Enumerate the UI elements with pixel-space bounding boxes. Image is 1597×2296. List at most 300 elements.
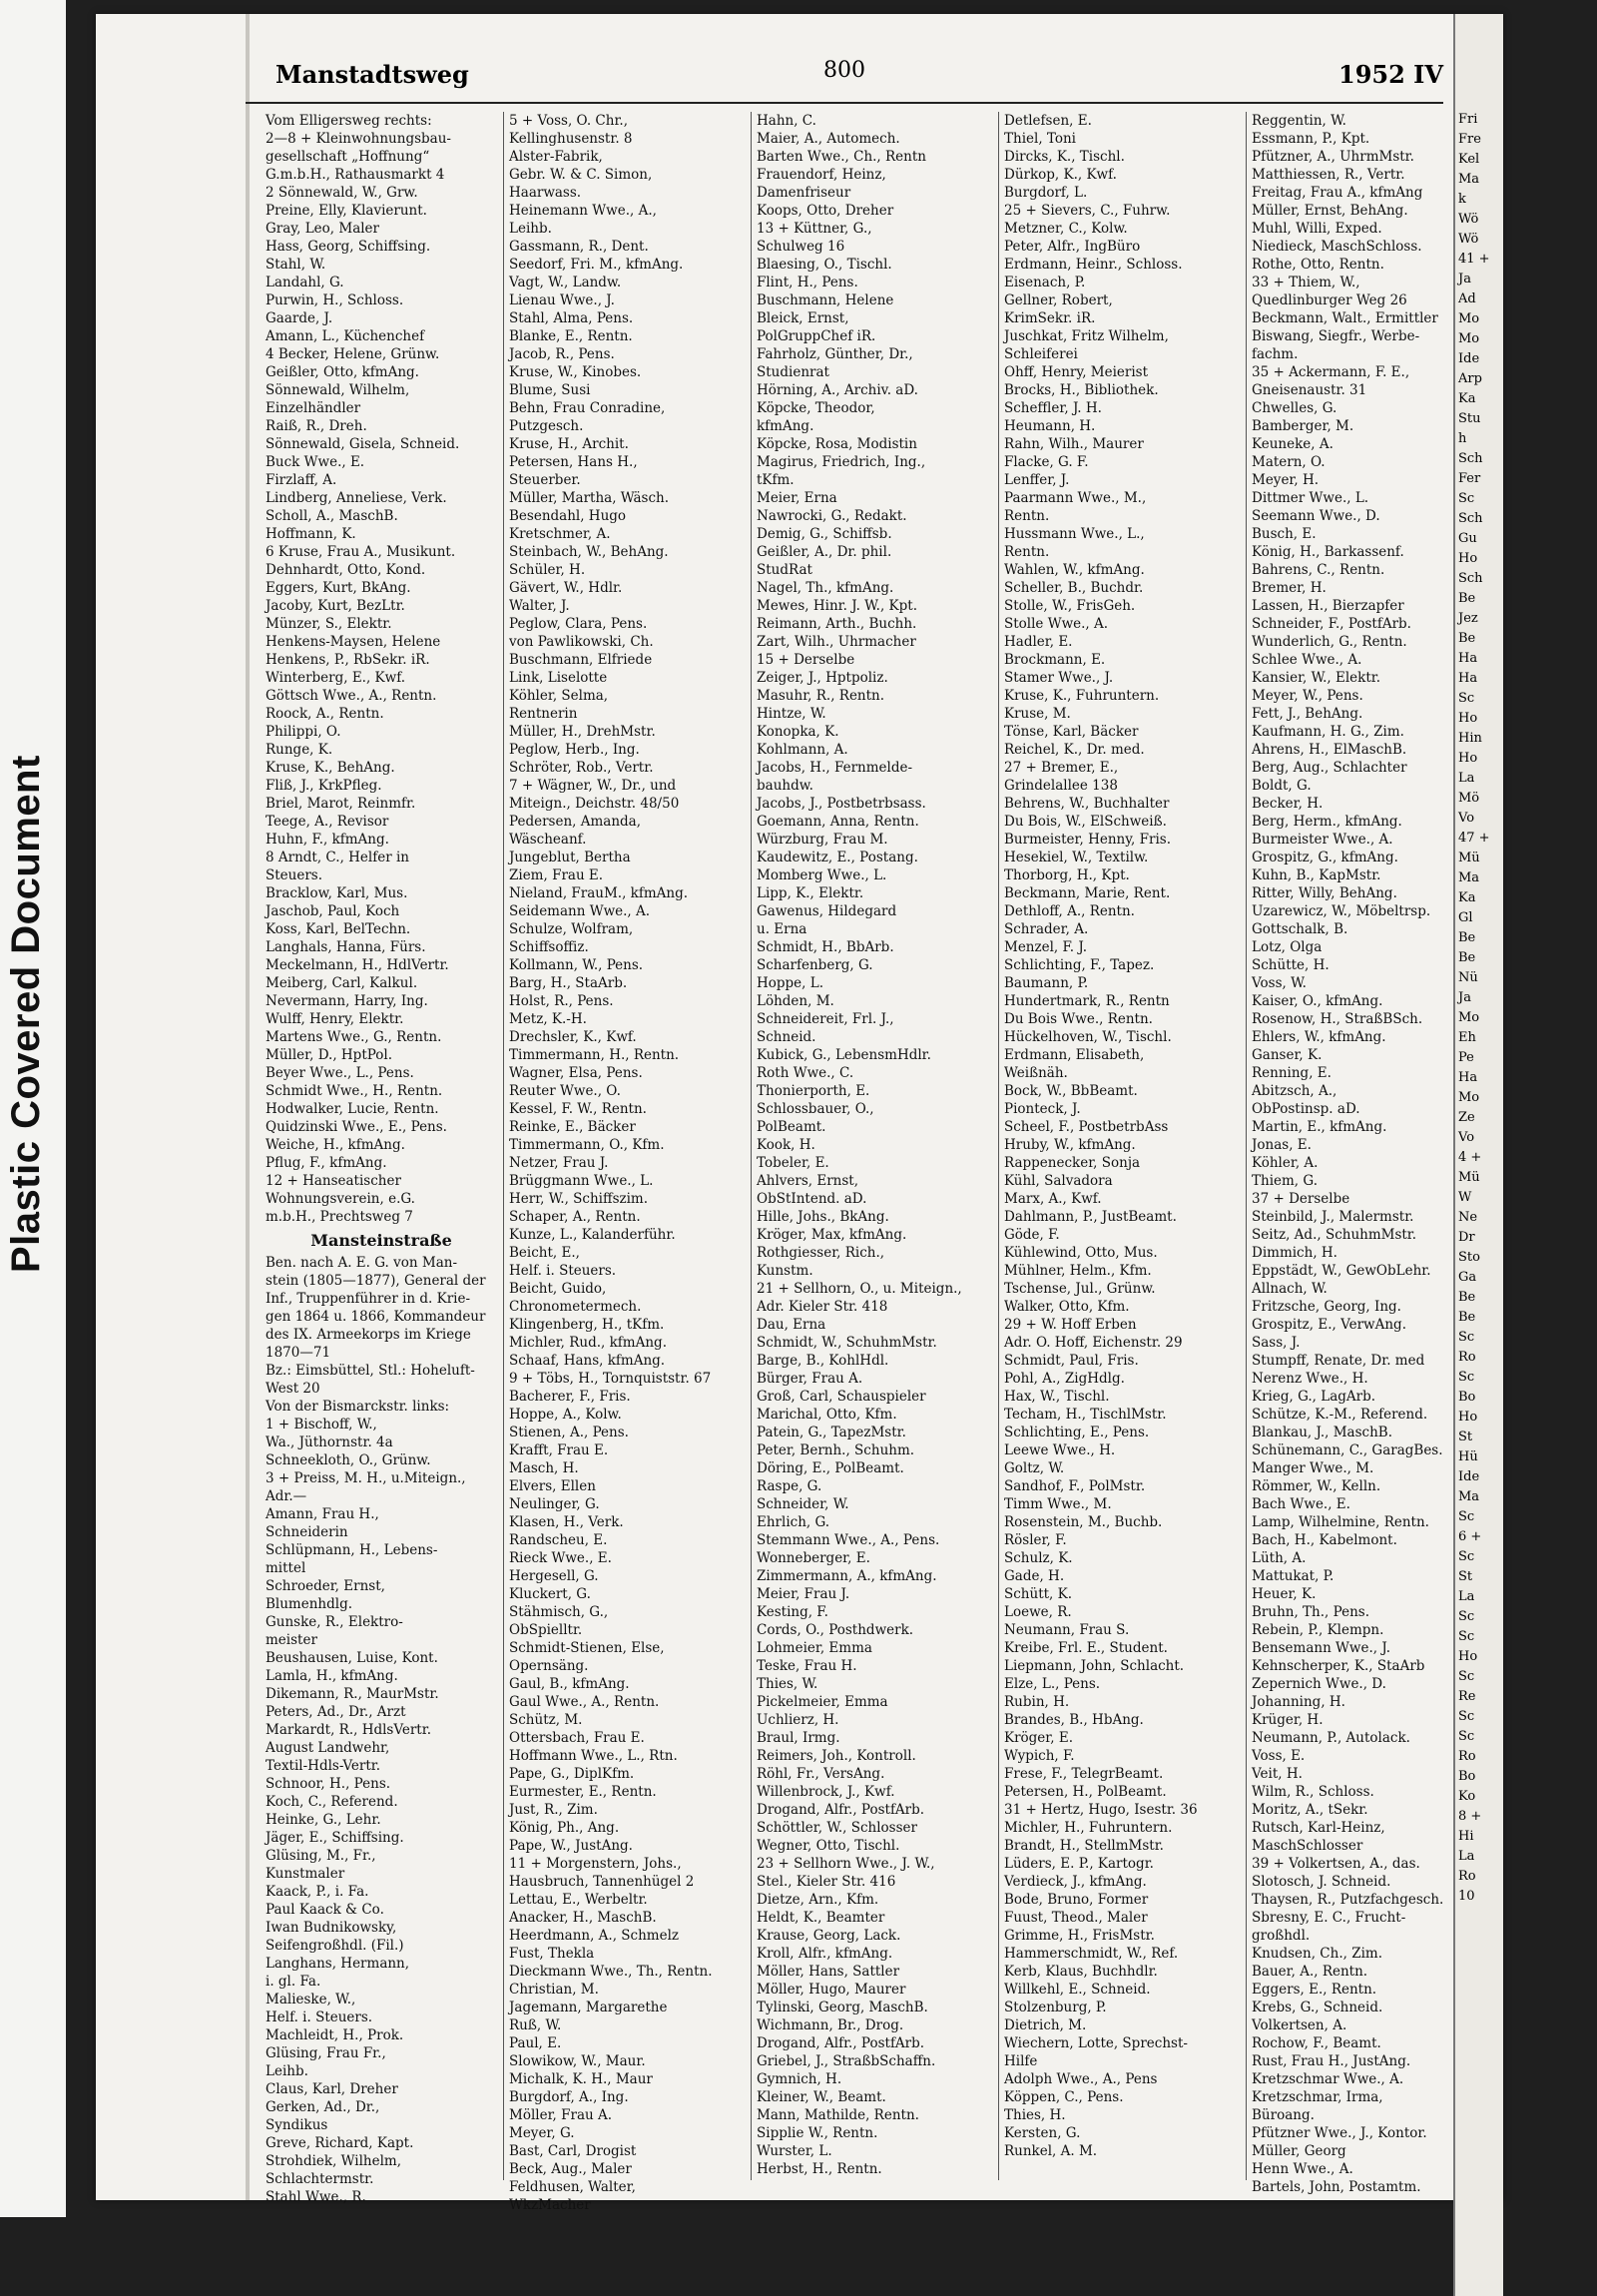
directory-entry: Gottschalk, B. [1252, 921, 1348, 937]
next-page-fragment: Ad [1458, 291, 1476, 306]
next-page-fragment: Mö [1458, 791, 1480, 806]
directory-entry: Jagemann, Margarethe [509, 2000, 668, 2015]
directory-entry: Bracklow, Karl, Mus. [266, 885, 408, 901]
next-page-fragment: Ha [1458, 651, 1478, 666]
column-divider [998, 112, 999, 2180]
directory-entry: Rappenecker, Sonja [1004, 1155, 1141, 1171]
directory-entry: König, H., Barkassenf. [1252, 544, 1404, 560]
next-page-fragment: Ma [1458, 1489, 1480, 1504]
directory-entry: StudRat [757, 562, 812, 578]
directory-entry: Pfützner Wwe., J., Kontor. [1252, 2125, 1427, 2141]
directory-entry: Schulweg 16 [757, 239, 845, 255]
directory-entry: Hoppe, A., Kolw. [509, 1407, 622, 1423]
column-divider [751, 112, 752, 2180]
next-page-fragment: Ho [1458, 711, 1478, 726]
directory-entry: Geißler, Otto, kfmAng. [266, 364, 419, 380]
directory-entry: Klasen, H., Verk. [509, 1514, 624, 1530]
directory-entry: Helf. i. Steuers. [266, 2009, 373, 2025]
directory-entry: Huhn, F., kfmAng. [266, 832, 389, 848]
directory-entry: Studienrat [757, 364, 829, 380]
directory-entry: PolGruppChef iR. [757, 328, 876, 344]
next-page-fragment: 8 + [1458, 1809, 1482, 1824]
directory-entry: Ben. nach A. E. G. von Man- [266, 1255, 457, 1271]
directory-entry: Rochow, F., Beamt. [1252, 2035, 1381, 2051]
directory-entry: Köpcke, Rosa, Modistin [757, 436, 917, 452]
directory-entry: Pfützner, A., UhrmMstr. [1252, 149, 1414, 165]
next-page-fragment: Be [1458, 591, 1476, 606]
directory-entry: Stumpff, Renate, Dr. med [1252, 1353, 1425, 1369]
directory-entry: Rust, Frau H., JustAng. [1252, 2053, 1411, 2069]
directory-entry: Hruby, W., kfmAng. [1004, 1137, 1136, 1153]
directory-entry: Flacke, G. F. [1004, 454, 1089, 470]
directory-entry: Pape, W., JustAng. [509, 1838, 633, 1854]
next-page-fragment: Hin [1458, 731, 1482, 746]
directory-entry: Jaschob, Paul, Koch [266, 903, 400, 919]
directory-entry: Opernsäng. [509, 1658, 589, 1674]
directory-entry: Menzel, F. J. [1004, 939, 1088, 955]
directory-entry: 8 Arndt, C., Helfer in [266, 850, 409, 865]
directory-entry: Quidzinski Wwe., E., Pens. [266, 1119, 447, 1135]
next-page-fragment: Sc [1458, 1609, 1475, 1624]
directory-entry: Meier, Frau J. [757, 1586, 850, 1602]
directory-entry: Paarmann Wwe., M., [1004, 490, 1147, 506]
directory-entry: Link, Liselotte [509, 670, 608, 686]
directory-entry: Dikemann, R., MaurMstr. [266, 1686, 439, 1702]
directory-entry: Leihb. [509, 221, 552, 237]
directory-entry: Schütze, K.-M., Referend. [1252, 1407, 1428, 1423]
directory-entry: Groß, Carl, Schauspieler [757, 1389, 926, 1405]
directory-entry: Kunstmaler [266, 1866, 345, 1882]
directory-entry: Meckelmann, H., HdlVertr. [266, 957, 449, 973]
directory-entry: Ahlvers, Ernst, [757, 1173, 858, 1189]
directory-entry: Schmidt, H., BbArb. [757, 939, 894, 955]
directory-entry: Rieck Wwe., E. [509, 1550, 612, 1566]
directory-entry: Bartels, John, Postamtm. [1252, 2179, 1421, 2195]
directory-entry: Helf. i. Steuers. [509, 1263, 617, 1279]
directory-entry: Hoppe, L. [757, 975, 824, 991]
directory-entry: Greve, Richard, Kapt. [266, 2135, 414, 2151]
directory-entry: Randscheu, E. [509, 1532, 608, 1548]
directory-entry: Weißnäh. [1004, 1065, 1068, 1081]
next-page-fragment: Hü [1458, 1449, 1478, 1464]
next-page-fragment: Sch [1458, 511, 1483, 526]
directory-entry: Malieske, W., [266, 1992, 356, 2008]
directory-entry: West 20 [266, 1381, 320, 1397]
directory-entry: Rahn, Wilh., Maurer [1004, 436, 1144, 452]
directory-entry: Alster-Fabrik, [509, 149, 603, 165]
header-street: Manstadtsweg [275, 60, 469, 89]
directory-entry: Peglow, Herb., Ing. [509, 742, 640, 758]
directory-entry: 25 + Sievers, C., Fuhrw. [1004, 203, 1171, 219]
directory-entry: Beck, Aug., Maler [509, 2161, 632, 2177]
directory-entry: Dieckmann Wwe., Th., Rentn. [509, 1964, 713, 1980]
directory-entry: Kesting, F. [757, 1604, 828, 1620]
directory-entry: Würzburg, Frau M. [757, 832, 888, 848]
directory-entry: Petersen, Hans H., [509, 454, 638, 470]
directory-entry: Behn, Frau Conradine, [509, 400, 666, 416]
directory-entry: Brockmann, E. [1004, 652, 1106, 668]
directory-entry: Müller, Martha, Wäsch. [509, 490, 669, 506]
next-page-fragment: Vo [1458, 1130, 1475, 1145]
directory-entry: Just, R., Zim. [509, 1802, 598, 1818]
directory-entry: Thies, H. [1004, 2107, 1066, 2123]
directory-entry: Michler, Rud., kfmAng. [509, 1335, 667, 1351]
next-page-fragment: Sc [1458, 491, 1475, 506]
directory-entry: Bamberger, M. [1252, 418, 1354, 434]
directory-entry: Becker, H. [1252, 796, 1324, 812]
directory-entry: Hadler, E. [1004, 634, 1073, 650]
directory-entry: Köhler, Selma, [509, 688, 609, 704]
directory-entry: u. Erna [757, 921, 807, 937]
directory-entry: Eppstädt, W., GewObLehr. [1252, 1263, 1431, 1279]
next-page-fragment: Mo [1458, 1090, 1480, 1105]
directory-entry: Frese, F., TelegrBeamt. [1004, 1766, 1164, 1782]
next-page-fragment: Sc [1458, 1370, 1475, 1385]
directory-entry: Beicht, E., [509, 1245, 580, 1261]
directory-entry: Drogand, Alfr., PostfArb. [757, 1802, 925, 1818]
directory-entry: Netzer, Frau J. [509, 1155, 609, 1171]
directory-entry: Steinbild, J., Malermstr. [1252, 1209, 1414, 1225]
column-1 [266, 112, 497, 2205]
next-page-fragment: Sc [1458, 1330, 1475, 1345]
directory-entry: Brocks, H., Bibliothek. [1004, 382, 1159, 398]
directory-entry: Bensemann Wwe., J. [1252, 1640, 1391, 1656]
directory-entry: Buck Wwe., E. [266, 454, 365, 470]
directory-entry: Kunstm. [757, 1263, 813, 1279]
directory-entry: Lipp, K., Elektr. [757, 885, 864, 901]
directory-entry: Kluckert, G. [509, 1586, 591, 1602]
directory-entry: Schneekloth, O., Grünw. [266, 1452, 431, 1468]
directory-entry: Abitzsch, A., [1252, 1083, 1337, 1099]
directory-entry: Adolph Wwe., A., Pens [1004, 2071, 1158, 2087]
directory-entry: Stel., Kieler Str. 416 [757, 1874, 896, 1890]
directory-entry: Krafft, Frau E. [509, 1442, 609, 1458]
directory-entry: Erdmann, Elisabeth, [1004, 1047, 1145, 1063]
column-3 [757, 112, 992, 2180]
directory-entry: Henkens-Maysen, Helene [266, 634, 441, 650]
directory-entry: Busch, E. [1252, 526, 1317, 542]
directory-entry: Iwan Budnikowsky, [266, 1920, 397, 1936]
directory-entry: Göttsch Wwe., A., Rentn. [266, 688, 437, 704]
directory-entry: Meyer, G. [509, 2125, 575, 2141]
directory-entry: Rosenow, H., StraßBSch. [1252, 1011, 1423, 1027]
directory-entry: MaschSchlosser [1252, 1838, 1363, 1854]
directory-entry: 11 + Morgenstern, Johs., [509, 1856, 682, 1872]
directory-entry: Konopka, K. [757, 724, 839, 740]
directory-entry: gesellschaft „Hoffnung“ [266, 149, 430, 165]
next-page-fragment: Ho [1458, 1649, 1478, 1664]
directory-entry: Schnoor, H., Pens. [266, 1776, 391, 1792]
directory-entry: Grindelallee 138 [1004, 778, 1118, 794]
directory-entry: Nerenz Wwe., H. [1252, 1371, 1368, 1387]
directory-entry: Walter, J. [509, 598, 570, 614]
directory-entry: Heumann, H. [1004, 418, 1096, 434]
directory-entry: Lüth, A. [1252, 1550, 1307, 1566]
directory-entry: Wurster, L. [757, 2143, 832, 2159]
directory-entry: Reichel, K., Dr. med. [1004, 742, 1145, 758]
directory-entry: Schmidt, W., SchuhmMstr. [757, 1335, 937, 1351]
directory-entry: Zeiger, J., Hptpoliz. [757, 670, 888, 686]
directory-entry: Bruhn, Th., Pens. [1252, 1604, 1369, 1620]
directory-entry: Gray, Leo, Maler [266, 221, 379, 237]
directory-entry: Herr, W., Schiffszim. [509, 1191, 649, 1207]
directory-entry: Stienen, A., Pens. [509, 1425, 629, 1440]
directory-entry: Putzgesch. [509, 418, 584, 434]
directory-entry: Freitag, Frau A., kfmAng [1252, 185, 1423, 201]
next-page-fragment: Sc [1458, 1629, 1475, 1644]
directory-entry: Weiche, H., kfmAng. [266, 1137, 405, 1153]
directory-entry: Beicht, Guido, [509, 1281, 607, 1297]
directory-entry: Gebr. W. & C. Simon, [509, 167, 653, 183]
directory-entry: Liepmann, John, Schlacht. [1004, 1658, 1185, 1674]
directory-entry: Maier, A., Automech. [757, 131, 900, 147]
directory-entry: Jungeblut, Bertha [509, 850, 631, 865]
next-page-fragment: Ha [1458, 671, 1478, 686]
directory-entry: Besendahl, Hugo [509, 508, 627, 524]
directory-entry: Schleiferei [1004, 346, 1078, 362]
directory-entry: Schaaf, Hans, kfmAng. [509, 1353, 666, 1369]
directory-entry: Goltz, W. [1004, 1460, 1065, 1476]
directory-entry: Hammerschmidt, W., Ref. [1004, 1946, 1179, 1962]
directory-entry: Göde, F. [1004, 1227, 1060, 1243]
directory-entry: Nevermann, Harry, Ing. [266, 993, 428, 1009]
directory-entry: Kollmann, W., Pens. [509, 957, 644, 973]
next-page-fragment: Sc [1458, 1549, 1475, 1564]
directory-entry: Schütz, M. [509, 1712, 583, 1728]
directory-entry: Gaarde, J. [266, 310, 333, 326]
directory-entry: Seitz, Ad., SchuhmMstr. [1252, 1227, 1417, 1243]
directory-entry: Bauer, A., Rentn. [1252, 1964, 1368, 1980]
directory-entry: Essmann, P., Kpt. [1252, 131, 1370, 147]
directory-entry: Detlefsen, E. [1004, 113, 1092, 129]
next-page-fragment: Ne [1458, 1210, 1478, 1225]
directory-entry: Schlossbauer, O., [757, 1101, 874, 1117]
page-header [246, 52, 1443, 104]
directory-entry: Kubick, G., LebensmHdlr. [757, 1047, 931, 1063]
directory-entry: kfmAng. [757, 418, 814, 434]
directory-entry: Lenffer, J. [1004, 472, 1070, 488]
next-page-fragment: Ma [1458, 172, 1480, 187]
section-heading: Mansteinstraße [310, 1231, 452, 1250]
directory-entry: ObSpielltr. [509, 1622, 583, 1638]
directory-entry: Klingenberg, H., tKfm. [509, 1317, 665, 1333]
directory-entry: Peglow, Clara, Pens. [509, 616, 648, 632]
next-page-fragment: Mü [1458, 1170, 1480, 1185]
directory-entry: Willkehl, E., Schneid. [1004, 1982, 1151, 1998]
directory-entry: Zart, Wilh., Uhrmacher [757, 634, 916, 650]
directory-entry: Pape, G., DiplKfm. [509, 1766, 635, 1782]
directory-entry: Rösler, F. [1004, 1532, 1067, 1548]
directory-entry: Paul, E. [509, 2035, 562, 2051]
directory-entry: Ahrens, H., ElMaschB. [1252, 742, 1407, 758]
directory-entry: Manger Wwe., M. [1252, 1460, 1374, 1476]
directory-entry: Pohl, A., ZigHdlg. [1004, 1371, 1125, 1387]
next-page-fragment: Ho [1458, 551, 1478, 566]
directory-entry: Heldt, K., Beamter [757, 1910, 885, 1926]
directory-entry: Adr. Kieler Str. 418 [757, 1299, 888, 1315]
directory-entry: Schmidt Wwe., H., Rentn. [266, 1083, 443, 1099]
next-page-fragment: St [1458, 1569, 1473, 1584]
next-page-fragment: Hi [1458, 1829, 1474, 1844]
next-page-fragment: Ide [1458, 1469, 1480, 1484]
directory-columns [246, 112, 1444, 2213]
directory-entry: 31 + Hertz, Hugo, Isestr. 36 [1004, 1802, 1198, 1818]
directory-entry: 39 + Volkertsen, A., das. [1252, 1856, 1420, 1872]
next-page-fragment: Ro [1458, 1749, 1476, 1764]
next-page-fragment: Gu [1458, 531, 1477, 546]
directory-entry: Möller, Frau A. [509, 2107, 613, 2123]
directory-entry: 21 + Sellhorn, O., u. Miteign., [757, 1281, 962, 1297]
directory-entry: Magirus, Friedrich, Ing., [757, 454, 926, 470]
directory-entry: Grospitz, E., VerwAng. [1252, 1317, 1406, 1333]
directory-entry: Nieland, FrauM., kfmAng. [509, 885, 689, 901]
directory-entry: Niedieck, MaschSchloss. [1252, 239, 1422, 255]
directory-entry: tKfm. [757, 472, 795, 488]
directory-entry: Briel, Marot, Reinmfr. [266, 796, 416, 812]
directory-entry: Vom Elligersweg rechts: [266, 113, 432, 129]
directory-entry: Kook, H. [757, 1137, 815, 1153]
directory-entry: bauhdw. [757, 778, 813, 794]
directory-entry: Machleidt, H., Prok. [266, 2027, 404, 2043]
directory-entry: Sipplie W., Rentn. [757, 2125, 878, 2141]
directory-entry: Schmidt-Stienen, Else, [509, 1640, 665, 1656]
directory-entry: 29 + W. Hoff Erben [1004, 1317, 1137, 1333]
directory-entry: Schrader, A. [1004, 921, 1089, 937]
directory-entry: Vagt, W., Landw. [509, 275, 622, 290]
directory-entry: Neumann, P., Autolack. [1252, 1730, 1410, 1746]
directory-entry: 3 + Preiss, M. H., u.Miteign., [266, 1470, 466, 1486]
directory-entry: Ziem, Frau E. [509, 867, 604, 883]
next-page-fragment: Wö [1458, 212, 1479, 227]
directory-entry: Kansier, W., Elektr. [1252, 670, 1381, 686]
directory-entry: Kühl, Salvadora [1004, 1173, 1113, 1189]
directory-entry: Wahlen, W., kfmAng. [1004, 562, 1145, 578]
directory-entry: Feldhusen, Walter, [509, 2179, 636, 2195]
directory-entry: 12 + Hanseatischer [266, 1173, 401, 1189]
directory-entry: Fahrholz, Günther, Dr., [757, 346, 913, 362]
directory-entry: Fust, Thekla [509, 1946, 595, 1962]
directory-entry: Reggentin, W. [1252, 113, 1346, 129]
directory-entry: Raiß, R., Dreh. [266, 418, 367, 434]
directory-entry: Claus, Karl, Dreher [266, 2081, 398, 2097]
directory-entry: Holst, R., Pens. [509, 993, 614, 1009]
directory-entry: Seifengroßhdl. (Fil.) [266, 1938, 404, 1954]
directory-entry: Löhden, M. [757, 993, 834, 1009]
directory-entry: Berg, Aug., Schlachter [1252, 760, 1407, 776]
directory-entry: Möller, Hugo, Maurer [757, 1982, 906, 1998]
directory-entry: Bahrens, C., Rentn. [1252, 562, 1385, 578]
directory-entry: Rothe, Otto, Rentn. [1252, 257, 1384, 273]
next-page-fragment: Pe [1458, 1050, 1474, 1065]
directory-entry: Kruse, K., BehAng. [266, 760, 395, 776]
next-page-fragment: Re [1458, 1689, 1476, 1704]
directory-entry: Hörning, A., Archiv. aD. [757, 382, 918, 398]
directory-entry: Quedlinburger Weg 26 [1252, 292, 1407, 308]
directory-entry: Hille, Johs., BkAng. [757, 1209, 889, 1225]
directory-entry: Kleiner, W., Beamt. [757, 2089, 886, 2105]
directory-entry: Sbresny, E. C., Frucht- [1252, 1910, 1406, 1926]
directory-entry: Bach, H., Kabelmont. [1252, 1532, 1397, 1548]
directory-entry: Wonneberger, E. [757, 1550, 870, 1566]
directory-entry: Demig, G., Schiffsb. [757, 526, 892, 542]
directory-entry: Marx, A., Kwf. [1004, 1191, 1102, 1207]
next-page-fragment: Ja [1458, 272, 1471, 287]
directory-entry: Ganser, K. [1252, 1047, 1323, 1063]
directory-entry: Thies, W. [757, 1676, 818, 1692]
directory-entry: Hahn, C. [757, 113, 816, 129]
next-page-fragment: Bo [1458, 1390, 1476, 1405]
directory-entry: Bock, W., BbBeamt. [1004, 1083, 1138, 1099]
directory-entry: Reimann, Arth., Buchh. [757, 616, 917, 632]
next-page-fragment: Mo [1458, 311, 1480, 326]
directory-entry: Lassen, H., Bierzapfer [1252, 598, 1404, 614]
directory-entry: Bz.: Eimsbüttel, Stl.: Hoheluft- [266, 1363, 475, 1379]
directory-entry: Biswang, Siegfr., Werbe- [1252, 328, 1420, 344]
directory-entry: Gneisenaustr. 31 [1252, 382, 1367, 398]
directory-entry: Nawrocki, G., Redakt. [757, 508, 907, 524]
directory-entry: Thorborg, H., Kpt. [1004, 867, 1130, 883]
directory-entry: Rebein, P., Klempn. [1252, 1622, 1384, 1638]
directory-entry: Hausbruch, Tannenhügel 2 [509, 1874, 695, 1890]
next-page-fragment: Ide [1458, 351, 1480, 366]
directory-entry: 1870—71 [266, 1345, 331, 1361]
directory-entry: Kroll, Alfr., kfmAng. [757, 1946, 893, 1962]
directory-entry: 13 + Küttner, G., [757, 221, 872, 237]
directory-entry: Beyer Wwe., L., Pens. [266, 1065, 414, 1081]
directory-entry: ObPostinsp. aD. [1252, 1101, 1360, 1117]
directory-entry: Kretschmer, A. [509, 526, 611, 542]
directory-entry: Bleick, Ernst, [757, 310, 849, 326]
directory-entry: Gunske, R., Elektro- [266, 1614, 403, 1630]
directory-entry: Haarwass. [509, 185, 582, 201]
directory-entry: Martens Wwe., G., Rentn. [266, 1029, 442, 1045]
directory-entry: Röhl, Fr., VersAng. [757, 1766, 885, 1782]
directory-entry: Hilfe [1004, 2053, 1038, 2069]
directory-entry: Runge, K. [266, 742, 333, 758]
directory-entry: August Landwehr, [266, 1740, 390, 1756]
directory-entry: Gävert, W., Hdlr. [509, 580, 623, 596]
directory-entry: Timmermann, H., Rentn. [509, 1047, 680, 1063]
directory-entry: Meier, Erna [757, 490, 837, 506]
directory-entry: Jacob, R., Pens. [509, 346, 615, 362]
directory-entry: Knudsen, Ch., Zim. [1252, 1946, 1382, 1962]
directory-entry: Schneider, W. [757, 1496, 849, 1512]
directory-entry: Blankau, J., MaschB. [1252, 1425, 1392, 1440]
directory-entry: Grimme, H., FrisMstr. [1004, 1928, 1155, 1944]
directory-entry: Neumann, Frau S. [1004, 1622, 1130, 1638]
next-page-fragment: Ze [1458, 1110, 1475, 1125]
directory-entry: Beckmann, Walt., Ermittler [1252, 310, 1438, 326]
directory-entry: Bremer, H. [1252, 580, 1327, 596]
directory-entry: Jacobs, H., Fernmelde- [757, 760, 913, 776]
directory-entry: Ottersbach, Frau E. [509, 1730, 645, 1746]
directory-entry: Jonas, E. [1252, 1137, 1312, 1153]
directory-entry: Thaysen, R., Putzfachgesch. [1252, 1892, 1444, 1908]
directory-entry: Neulinger, G. [509, 1496, 600, 1512]
directory-entry: Von der Bismarckstr. links: [266, 1399, 450, 1415]
directory-entry: Boldt, G. [1252, 778, 1312, 794]
directory-entry: Schröter, Rob., Vertr. [509, 760, 654, 776]
directory-entry: Hussmann Wwe., L., [1004, 526, 1145, 542]
directory-entry: Rentn. [1004, 544, 1050, 560]
directory-entry: Drogand, Alfr., PostfArb. [757, 2035, 925, 2051]
directory-entry: Dittmer Wwe., L. [1252, 490, 1369, 506]
directory-entry: Mühlner, Helm., Kfm. [1004, 1263, 1152, 1279]
directory-entry: Lamla, H., kfmAng. [266, 1668, 398, 1684]
directory-entry: Elze, L., Pens. [1004, 1676, 1101, 1692]
directory-entry: Reuter Wwe., O. [509, 1083, 621, 1099]
directory-entry: Kehnscherper, K., StaArb [1252, 1658, 1425, 1674]
